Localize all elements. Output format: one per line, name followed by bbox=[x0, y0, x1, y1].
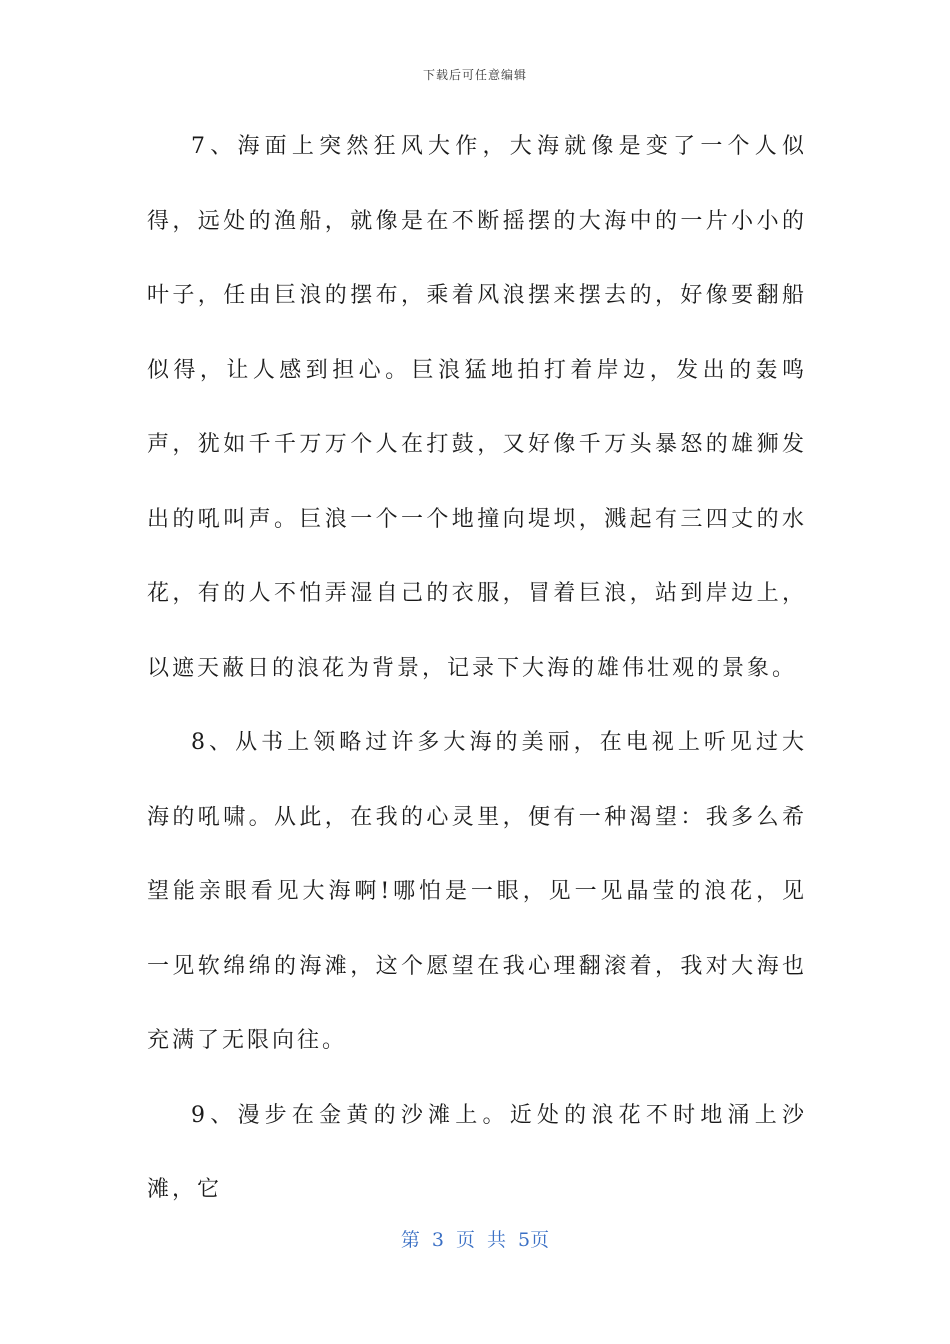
document-body bbox=[147, 110, 807, 1228]
total-pages: 5页 bbox=[518, 1229, 550, 1251]
current-page-number: 3 bbox=[431, 1229, 444, 1251]
page-label-mid: 页 共 bbox=[455, 1229, 507, 1251]
paragraph-8: 8、从书上领略过许多大海的美丽，在电视上听见过大海的吼啸。从此，在我的心灵里，便有一种渴望：我多么希望能亲眼看见大海啊!哪怕是一眼，见一见晶莹的浪花，见一见软绵绵的海滩，这个愿望在我心理翻滚着，我对大海也充满了无限向往。 bbox=[147, 730, 807, 1053]
paragraph-7: 7、海面上突然狂风大作，大海就像是变了一个人似得，远处的渔船，就像是在不断摇摆的大海中的一片小小的叶子，任由巨浪的摆布，乘着风浪摆来摆去的，好像要翻船似得，让人感到担心。巨浪猛地拍打着岸边，发出的轰鸣声，犹如千千万万个人在打鼓，又好像千万头暴怒的雄狮发出的吼叫声。巨浪一个一个地撞向堤坝，溅起有三四丈的水花，有的人不怕弄湿自己的衣服，冒着巨浪，站到岸边上，以遮天蔽日的浪花为背景，记录下大海的雄伟壮观的景象。 bbox=[147, 134, 807, 681]
page-number-footer bbox=[0, 1225, 950, 1252]
paragraph-9: 9、漫步在金黄的沙滩上。近处的浪花不时地涌上沙滩，它 bbox=[147, 1102, 807, 1202]
page-header-note: 下载后可任意编辑 bbox=[422, 68, 527, 82]
page-label-prefix: 第 bbox=[400, 1229, 420, 1251]
